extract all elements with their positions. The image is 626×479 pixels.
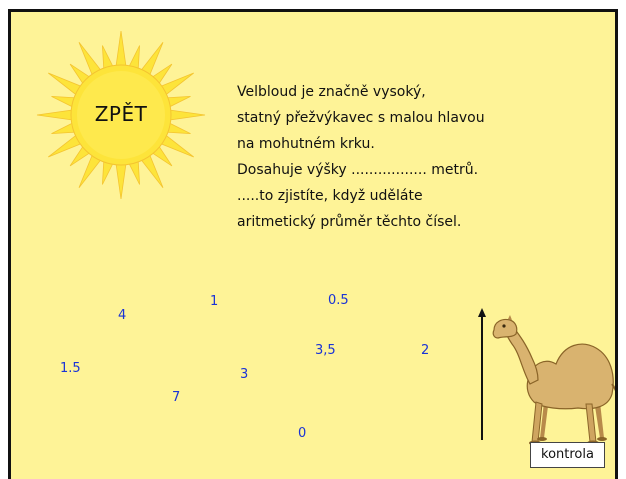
number-0-5[interactable]: 0.5 — [328, 293, 349, 308]
sun-ray — [116, 161, 127, 199]
sun-ray — [116, 31, 127, 69]
back-button[interactable]: ZPĚT — [94, 102, 148, 126]
text-line: aritmetický průměr těchto čísel. — [237, 214, 462, 230]
number-0[interactable]: 0 — [298, 426, 307, 441]
camel-icon — [482, 314, 618, 450]
text-line: Dosahuje výšky ................. metrů. — [237, 162, 479, 178]
text-line: statný přežvýkavec s malou hlavou — [237, 110, 485, 126]
number-2[interactable]: 2 — [421, 343, 430, 358]
slide — [8, 9, 618, 479]
number-4[interactable]: 4 — [118, 308, 127, 323]
text-line: na mohutném krku. — [237, 136, 375, 152]
check-button[interactable]: kontrola — [530, 442, 605, 468]
number-3[interactable]: 3 — [240, 367, 249, 382]
number-3-5[interactable]: 3,5 — [315, 343, 336, 358]
text-line: .....to zjistíte, když uděláte — [237, 188, 423, 204]
number-1[interactable]: 1 — [210, 294, 219, 309]
number-1-5[interactable]: 1.5 — [60, 361, 81, 376]
number-7[interactable]: 7 — [172, 390, 181, 405]
riddle-text — [237, 79, 577, 235]
text-line: Velbloud je značně vysoký, — [237, 84, 426, 100]
